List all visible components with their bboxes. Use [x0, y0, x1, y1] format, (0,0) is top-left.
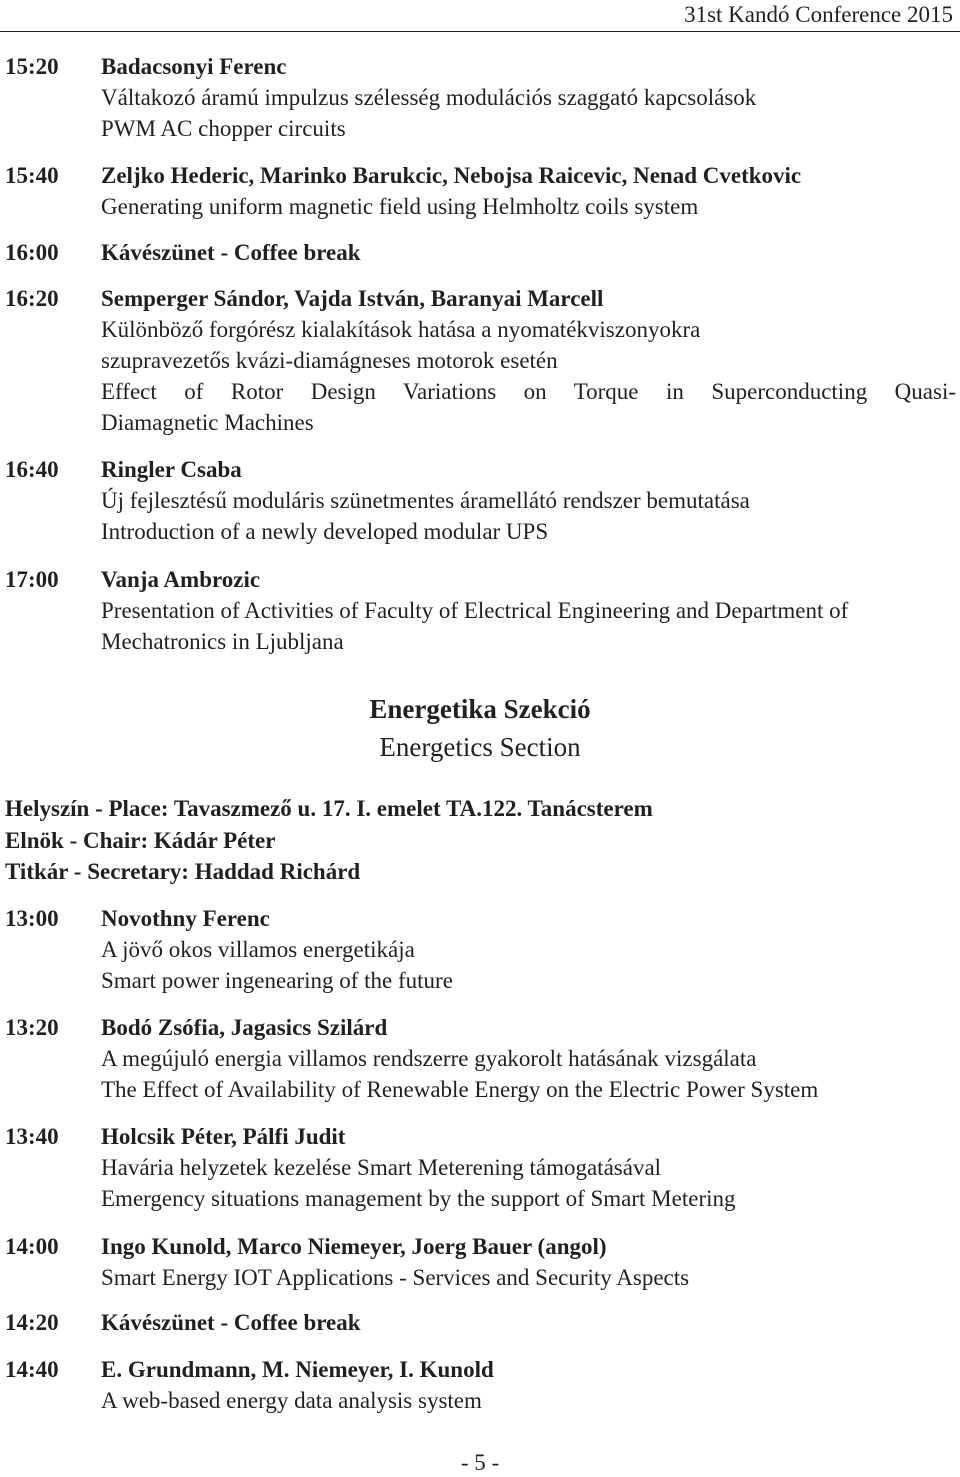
schedule-entry	[0, 1012, 956, 1105]
entry-title-line: Effect of Rotor Design Variations on Torque in Superconducting Quasi-	[101, 379, 956, 404]
entry-speaker: Kávészünet - Coffee break	[101, 240, 361, 265]
entry-time: 16:00	[5, 240, 59, 265]
section-title-hu: Energetika Szekció	[369, 694, 591, 724]
entry-speaker: Badacsonyi Ferenc	[101, 54, 287, 79]
entry-title-line: A web-based energy data analysis system	[101, 1388, 482, 1413]
entry-title-line: Generating uniform magnetic field using Helmholtz coils system	[101, 194, 699, 219]
entry-time: 14:20	[5, 1310, 59, 1335]
entry-title-line: Presentation of Activities of Faculty of Electrical Engineering and Department of	[101, 598, 849, 623]
entry-time: 16:40	[5, 457, 59, 482]
schedule-entry	[0, 1354, 956, 1416]
entry-speaker: Holcsik Péter, Pálfi Judit	[101, 1124, 346, 1149]
schedule-entry	[0, 1231, 956, 1293]
schedule-entry	[0, 160, 956, 222]
schedule-entry	[0, 1307, 956, 1338]
entry-speaker: Ingo Kunold, Marco Niemeyer, Joerg Bauer (angol)	[101, 1234, 607, 1259]
entry-title-line: The Effect of Availability of Renewable Energy on the Electric Power System	[101, 1077, 819, 1102]
entry-time: 15:20	[5, 54, 59, 79]
conference-title: 31st Kandó Conference 2015	[684, 2, 953, 27]
entry-title-line: PWM AC chopper circuits	[101, 116, 346, 141]
entry-time: 13:00	[5, 906, 59, 931]
section-place: Helyszín - Place: Tavaszmező u. 17. I. emelet TA.122. Tanácsterem	[5, 796, 653, 821]
schedule-entry	[0, 454, 956, 547]
entry-title-line: Emergency situations management by the support of Smart Metering	[101, 1186, 736, 1211]
entry-title-line: Smart Energy IOT Applications - Services and Security Aspects	[101, 1265, 690, 1290]
entry-speaker: Bodó Zsófia, Jagasics Szilárd	[101, 1015, 388, 1040]
entry-time: 15:40	[5, 163, 59, 188]
schedule-entry	[0, 903, 956, 996]
schedule-entry	[0, 564, 956, 657]
entry-title-line: Havária helyzetek kezelése Smart Meterening támogatásával	[101, 1155, 662, 1180]
entry-time: 13:20	[5, 1015, 59, 1040]
entry-title-line: Mechatronics in Ljubljana	[101, 629, 344, 654]
section-title-en: Energetics Section	[379, 732, 581, 762]
entry-speaker: Kávészünet - Coffee break	[101, 1310, 361, 1335]
entry-time: 14:40	[5, 1357, 59, 1382]
entry-speaker: Novothny Ferenc	[101, 906, 270, 931]
entry-title-line: Diamagnetic Machines	[101, 410, 314, 435]
section-secretary: Titkár - Secretary: Haddad Richárd	[5, 859, 361, 884]
schedule-entry	[0, 1121, 956, 1214]
entry-title-line: szupravezetős kvázi-diamágneses motorok esetén	[101, 348, 558, 373]
schedule-entry	[0, 51, 956, 144]
entry-speaker: E. Grundmann, M. Niemeyer, I. Kunold	[101, 1357, 494, 1382]
entry-title-line: Smart power ingenearing of the future	[101, 968, 453, 993]
page-number: - 5 -	[460, 1450, 500, 1475]
entry-time: 14:00	[5, 1234, 59, 1259]
entry-title-line: Váltakozó áramú impulzus szélesség modulációs szaggató kapcsolások	[101, 85, 757, 110]
header-divider	[0, 31, 960, 32]
section-chair: Elnök - Chair: Kádár Péter	[5, 828, 276, 853]
entry-speaker: Semperger Sándor, Vajda István, Baranyai Marcell	[101, 286, 604, 311]
entry-title-line: Introduction of a newly developed modular UPS	[101, 519, 549, 544]
entry-speaker: Ringler Csaba	[101, 457, 242, 482]
entry-title-line: Új fejlesztésű moduláris szünetmentes áramellátó rendszer bemutatása	[101, 488, 750, 513]
entry-time: 17:00	[5, 567, 59, 592]
entry-speaker: Vanja Ambrozic	[101, 567, 261, 592]
schedule-entry	[0, 283, 956, 438]
schedule-entry	[0, 237, 956, 268]
entry-time: 13:40	[5, 1124, 59, 1149]
entry-title-line: A megújuló energia villamos rendszerre gyakorolt hatásának vizsgálata	[101, 1046, 757, 1071]
entry-title-line: A jövő okos villamos energetikája	[101, 937, 415, 962]
entry-time: 16:20	[5, 286, 59, 311]
entry-speaker: Zeljko Hederic, Marinko Barukcic, Nebojsa Raicevic, Nenad Cvetkovic	[101, 163, 802, 188]
entry-title-line: Különböző forgórész kialakítások hatása a nyomatékviszonyokra	[101, 317, 701, 342]
